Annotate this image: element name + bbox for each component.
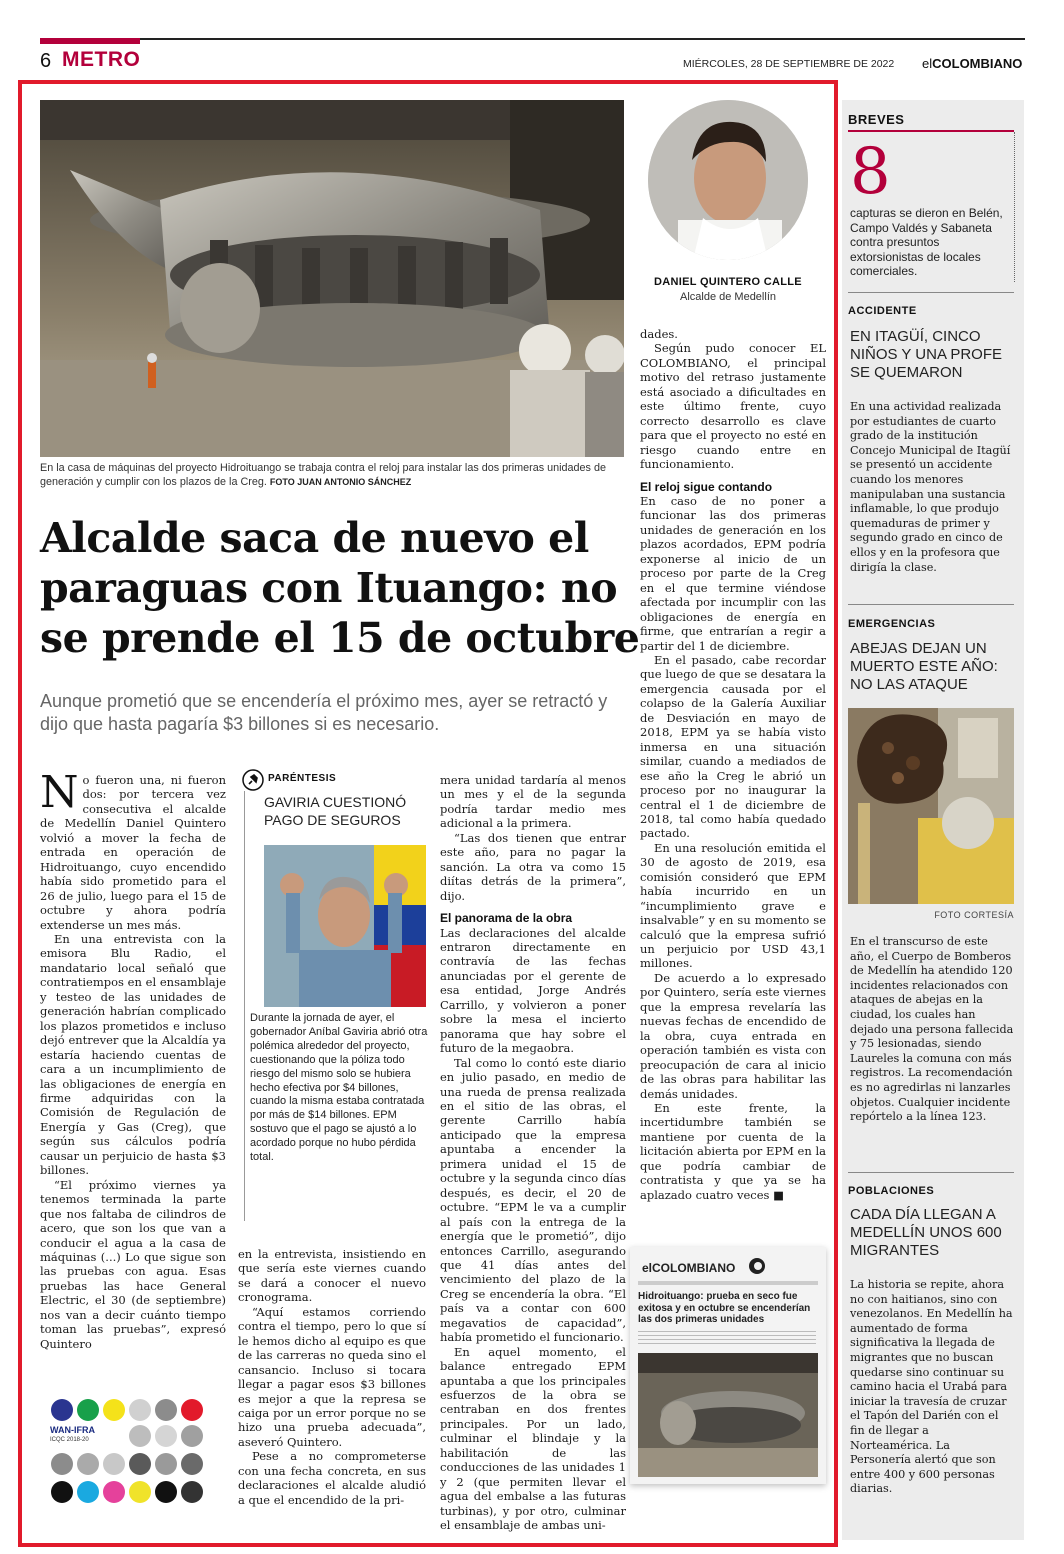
- parentesis-title: GAVIRIA CUESTIONÓ PAGO DE SEGUROS: [264, 794, 407, 828]
- photo-credit: FOTO JUAN ANTONIO SÁNCHEZ: [269, 477, 412, 487]
- dropcap: N: [40, 767, 79, 818]
- dek: Aunque prometió que se encendería el próximo mes, ayer se retractó y dijo que hasta pagaría $3 billones si es necesario.: [40, 691, 608, 734]
- body-paragraph: En este frente, la incertidumbre también se mantiene por cuenta de la licitación abierta por EPM en la que podría cambiar de contratista y que ya se ha aplazado cuatro veces ■: [640, 1101, 826, 1202]
- paper-name: elCOLOMBIANO: [922, 56, 1023, 71]
- divider: [848, 1172, 1014, 1173]
- subhead-reloj: El reloj sigue contando: [640, 479, 773, 494]
- body-paragraph: Tal como lo contó este diario en julio pasado, en medio de una rueda de prensa realizada en el sitio de las obras, el gerente Carrillo había anticipado que la empresa apuntaba a encender la primera unidad el 15 de octubre y la segunda cinco días después, es decir, el 20 de octubre. “EPM le va a cumplir al país con la entrega de la energía que le prometió”, dijo entonces Carrillo, asegurando que 41 días antes del vencimiento del plazo de la Creg se encendería la obra. “El país va a contar con 600 megavatios de capacidad”, había prometido el funcionario.: [440, 1055, 626, 1345]
- page-number: 6: [40, 50, 52, 72]
- body-paragraph: mera unidad tardaría al menos un mes y el de la segunda podría tardar medio mes adicional a la primera.: [440, 773, 626, 831]
- pin-icon: [242, 769, 264, 791]
- body-column-1: [40, 767, 226, 1351]
- parentesis-tag: PARÉNTESIS: [268, 773, 337, 784]
- body-paragraph: dades.: [640, 327, 678, 341]
- breves-number-text: capturas se dieron en Belén, Campo Valdés y Sabaneta contra presuntos extorsionistas de locales comerciales.: [850, 206, 1003, 278]
- parentesis-divider: [244, 791, 245, 1221]
- clipping-title: Hidroituango: prueba en seco fue exitosa y en octubre se encenderían las dos primeras unidades: [638, 1291, 811, 1325]
- breves-rule: [848, 130, 1014, 132]
- body-column-3: [440, 773, 626, 1533]
- portrait-name: DANIEL QUINTERO CALLE: [654, 276, 802, 288]
- clipping-photo: [638, 1353, 818, 1477]
- accidente-head: ACCIDENTE: [848, 305, 917, 317]
- poblaciones-title: CADA DÍA LLEGAN A MEDELLÍN UNOS 600 MIGRANTES: [850, 1206, 1002, 1259]
- portrait-role: Alcalde de Medellín: [679, 291, 776, 303]
- color-calibration-bar: [42, 1392, 222, 1516]
- section-name: METRO: [62, 48, 141, 71]
- main-photo-caption: En la casa de máquinas del proyecto Hidroituango se trabaja contra el reloj para instalar las dos primeras unidades de generación y cumplir con los plazos de la Creg. FOTO JUAN ANTONIO SÁNCHEZ: [40, 462, 606, 488]
- header-rule: [40, 38, 1025, 40]
- clipping-logo: elCOLOMBIANO: [642, 1261, 736, 1275]
- emergencias-title: ABEJAS DEJAN UN MUERTO ESTE AÑO: NO LAS ATAQUE: [850, 640, 998, 693]
- parentesis-text: Durante la jornada de ayer, el gobernador Aníbal Gaviria abrió otra polémica alrededor del proyecto, cuestionando que la póliza todo riesgo del mismo solo se hubiera hecho efectiva por $4 billones, cuando la misma estaba contratada por más de $14 billones. EPM sostuvo que el pago se ajustó a lo acordado porque no hubo pérdida total.: [250, 1012, 428, 1164]
- newspaper-clipping: [630, 1247, 826, 1484]
- divider: [848, 292, 1014, 293]
- accidente-title: EN ITAGÜÍ, CINCO NIÑOS Y UNA PROFE SE QUEMARON: [850, 328, 1002, 381]
- body-paragraph: “Las dos tienen que entrar este año, para no pagar la sanción. La otra va como 15 diítas detrás de la primera”, dijo.: [440, 830, 626, 903]
- colorbar-sublabel: ICQC 2018-20: [50, 1437, 89, 1443]
- dateline: MIÉRCOLES, 28 DE SEPTIEMBRE DE 2022: [683, 58, 895, 70]
- accidente-text: En una actividad realizada por estudiantes de cuarto grado de la institución Concejo Municipal de Itagüí se presentó un accidente cuando los menores manipulaban una sustancia inflamable, lo que produjo quemaduras de primer y segundo grado en cinco de ellos y en la profesora que dirigía la clase.: [850, 400, 1011, 574]
- body-paragraph: En el pasado, cabe recordar que luego de que se desatara la emergencia causada por el colapso de la Galería Auxiliar de Desviación en mayo de 2018, EPM ya se había visto inmersa en una situación similar, cuando a mediados de ese año la Creg le abrió un proceso por no inaugurar la central el 1 de diciembre de 2018, tal como había quedado pactado.: [640, 652, 826, 841]
- parentesis-photo: [264, 845, 426, 1007]
- breves-number: 8: [850, 135, 891, 209]
- breves-head: BREVES: [848, 112, 905, 127]
- body-paragraph: En aquel momento, el balance entregado EPM apuntaba a que los principales esfuerzos de la obra se centraban en dos frentes principales. Por un lado, culminar el blindaje y la habilitación de las conducciones de las unidades 1 y 2 (que permiten llevar el agua del embalse a las futuras turbinas), y por otro, culminar el ensamblaje de ambas uni-: [440, 1344, 626, 1533]
- body-paragraph: “Aquí estamos corriendo contra el tiempo, pero lo que sí le hemos dicho al equipo es que de las carreras no queda sino el cansancio. Incluso si tocara llegar a pagar esos $3 billones es mejor a que la represa se caiga por un error porque no se hizo una prueba adecuada”, aseveró Quintero.: [238, 1304, 426, 1449]
- body-paragraph: Pese a no comprometerse con una fecha concreta, en sus declaraciones el alcalde aludió a que el encendido de la pri-: [238, 1449, 426, 1507]
- body-paragraph: o fueron una, ni fueron dos: por tercera vez consecutiva el alcalde de Medellín Daniel Quintero volvió a mover la fecha de entrada en operación de Hidroituango, cuyo encendido había sido prometido para el 26 de julio, luego para el 15 de octubre y ahora podría extenderse un mes más.: [40, 773, 226, 932]
- main-photo: [40, 100, 624, 457]
- emergencias-head: EMERGENCIAS: [848, 618, 936, 630]
- divider: [848, 604, 1014, 605]
- body-paragraph: en la entrevista, insistiendo en que sería este viernes cuando se dará a conocer el nuevo cronograma.: [238, 1247, 426, 1305]
- body-column-2: [238, 1247, 426, 1507]
- portrait-photo: [648, 100, 808, 260]
- body-paragraph: En una entrevista con la emisora Blu Radio, el mandatario local señaló que contratiempos en el ensamblaje y testeo de las unidades de generación habrían complicado los plazos prometidos e incluso dejó entrever que la Alcaldía ya estaría haciendo cuentas de cara a un incumplimiento de las obligaciones de energía en firme adquiridas con la Comisión de Regulación de Energía y Gas (Creg), que según sus cálculos podría causar un perjuicio de hasta $3 billones.: [40, 931, 226, 1178]
- body-paragraph: “El próximo viernes ya tenemos terminada la parte que nos faltaba de cilindros de acero, que son los que van a conducir el agua a la casa de máquinas (...) Lo que sigue son las pruebas con agua. Esas pruebas las hace General Electric, el 30 (de septiembre) nos van a decir cuánto tiempo toman las pruebas”, expresó Quintero: [40, 1177, 226, 1351]
- clipping-logo-icon: [748, 1257, 766, 1275]
- body-paragraph: Según pudo conocer EL COLOMBIANO, el principal motivo del retraso justamente está asociado a dificultades en este último frente, cuyo correcto desarrollo es clave para que el proyecto no esté en riesgo cuando entre en funcionamiento.: [640, 341, 826, 472]
- body-paragraph: Las declaraciones del alcalde entraron directamente en contravía de las fechas anunciadas por el gerente de esa entidad, Jorge Andrés Carrillo, y volvieron a poner sobre la mesa el incierto panorama que hay sobre el futuro de la megaobra.: [440, 925, 626, 1056]
- headline: Alcalde saca de nuevo el paraguas con Ituango: no se prende el 15 de octubre: [40, 514, 640, 662]
- poblaciones-head: POBLACIONES: [848, 1185, 935, 1197]
- body-column-4: [640, 327, 826, 1202]
- header-accent: [40, 38, 140, 44]
- colorbar-label: WAN-IFRA: [50, 1425, 95, 1435]
- poblaciones-text: La historia se repite, ahora no con haitianos, sino con venezolanos. En Medellín ha aumentado de forma significativa la llegada de migrantes que no buscan quedarse sino continuar su camino hacia el Urabá para iniciar la travesía de cruzar el Tapón del Darién con el fin de llegar a Norteamérica. La Personería alertó que son entre 400 y 600 personas diarias.: [850, 1278, 1013, 1496]
- subhead-panorama: El panorama de la obra: [440, 911, 573, 926]
- emergencias-text: En el transcurso de este año, el Cuerpo de Bomberos de Medellín ha atendido 120 incidentes relacionados con ataques de abejas en la ciudad, los cuales han dejado una persona fallecida y 75 lesionadas, siendo Laureles la comuna con más registros. La recomendación es no agredirlas ni lanzarles objetos. Cualquier incidente repórtelo a la línea 123.: [850, 935, 1014, 1124]
- body-paragraph: En una resolución emitida el 30 de agosto de 2019, esa comisión consideró que EPM había incurrido en un “incumplimiento grave e insalvable” y en su momento se calculó que la empresa sufrió un perjuicio por USD 43,1 millones.: [640, 840, 826, 971]
- body-paragraph: De acuerdo a lo expresado por Quintero, sería este viernes que la empresa revelaría las nuevas fechas de encendido de la obra, cuya entrada en operación también es vista con preocupación de cara al inicio de las obras para habilitar las demás unidades.: [640, 970, 826, 1101]
- body-paragraph: En caso de no poner a funcionar las dos primeras unidades de generación en los plazos acordados, EPM podría exponerse al inicio de un proceso por parte de la Creg en el que termine viéndose afectada por incumplir con las obligaciones de energía en firme, que entrarían a regir a partir del 1 de diciembre.: [640, 493, 826, 653]
- bees-photo-credit: FOTO CORTESÍA: [934, 910, 1014, 920]
- bees-photo: [848, 708, 1014, 904]
